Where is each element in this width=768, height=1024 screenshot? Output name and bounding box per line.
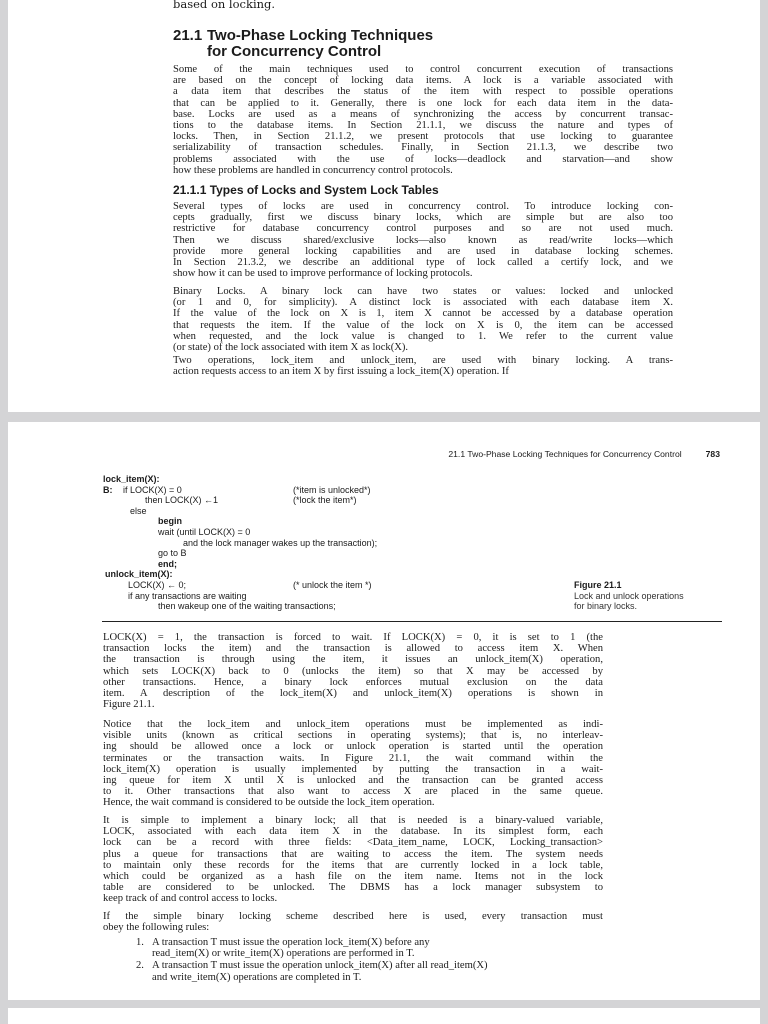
code-line: then wakeup one of the waiting transactions;: [158, 601, 336, 612]
code-line: else: [130, 505, 147, 516]
text-line: action requests access to an item X by first issuing a lock_item(X) operation. If: [173, 366, 509, 378]
rules-intro-paragraph: [103, 911, 603, 933]
text-line: A transaction T must issue the operation unlock_item(X) after all read_item(X): [152, 960, 488, 972]
text-line: LOCK, associated with each data item X in the database. In its simplest form, each: [103, 826, 603, 838]
intro-paragraph: [173, 64, 673, 176]
running-header-title: 21.1 Two-Phase Locking Techniques for Concurrency Control: [448, 449, 682, 459]
code-line: and the lock manager wakes up the transaction);: [183, 537, 378, 548]
code-comment: (*lock the item*): [293, 495, 357, 506]
text-line: tions to the database items. In Section 21.1.1, we discuss the nature and types of: [173, 120, 673, 132]
text-line: Hence, the wait command is considered to be outside the lock_item operation.: [103, 797, 435, 809]
text-line: It is simple to implement a binary lock; all that is needed is a binary-valued variable,: [103, 815, 603, 826]
text-line: lock can be a record with three fields: <Data_item_name, LOCK, Locking_transaction>: [103, 837, 603, 849]
rules-list: [128, 937, 598, 984]
section-number: 21.1: [173, 27, 203, 44]
subsection-heading: 21.1.1 Types of Locks and System Lock Tables: [173, 183, 439, 197]
text-line: to maintain only these records for the items that are currently locked in a lock table,: [103, 859, 603, 871]
page-number: 783: [705, 449, 720, 459]
text-line: Notice that the lock_item and unlock_item operations must be implemented as indi-: [103, 719, 603, 730]
book-page-lower: [8, 422, 760, 1000]
text-line: Some of the main techniques used to control concurrent execution of transactions: [173, 64, 673, 75]
lock-algorithm-code: [103, 474, 378, 612]
text-line: visible units (known as critical sections in operating systems); that is, no interleav-: [103, 730, 603, 742]
code-line: lock_item(X):: [103, 474, 160, 484]
text-line: other transactions. Hence, a binary lock enforces mutual exclusion on the data: [103, 676, 603, 688]
book-page-upper: [8, 0, 760, 412]
code-line: wait (until LOCK(X) = 0: [158, 526, 251, 537]
code-line: unlock_item(X):: [105, 569, 173, 580]
text-line: and write_item(X) operations are completed in T.: [152, 971, 362, 983]
text-line: a data item that describes the status of the item with respect to possible operations: [173, 86, 673, 98]
text-line: when requested, and the lock value is changed to 1. We refer to the current value: [173, 330, 673, 342]
text-line: ing should be allowed once a lock or unlock operation is started until the operation: [103, 741, 603, 753]
text-line: obey the following rules:: [103, 922, 210, 934]
figure-caption: [574, 580, 684, 612]
text-line: If the value of the lock on X is 1, item X cannot be accessed by a database operation: [173, 308, 673, 320]
text-line: plus a queue for transactions that are waiting to access the item. The system needs: [103, 848, 603, 860]
list-item: [128, 937, 598, 959]
text-line: base. Locks are used as a means of synchronizing the access by concurrent transac-: [173, 108, 673, 120]
previous-text-line: based on locking.: [173, 0, 276, 11]
text-line: which sets LOCK(X) back to 0 (unlocks the item) so that X may be accessed by: [103, 665, 603, 677]
text-line: Several types of locks are used in concurrency control. To introduce locking con-: [173, 201, 673, 212]
lock-table-paragraph: [103, 815, 603, 905]
binary-locks-paragraph: [173, 286, 673, 353]
text-line: are based on the concept of locking data items. A lock is a variable associated with: [173, 75, 673, 87]
text-line: that can be applied to it. Generally, there is one lock for each data item in the data-: [173, 97, 673, 109]
text-line: In Section 21.3.2, we describe an additional type of lock called a certify lock, and we: [173, 257, 673, 269]
text-line: serializability of transaction schedules. Finally, in Section 21.1.3, we describe two: [173, 142, 673, 154]
text-line: ing queue for item X until X is unlocked and the transaction can be granted access: [103, 775, 603, 787]
text-line: item. A description of the lock_item(X) and unlock_item(X) operations is shown in: [103, 688, 603, 700]
text-line: lock_item(X) operation is usually implemented by putting the transaction in a wait-: [103, 763, 603, 775]
text-line: locks. Then, in Section 21.1.2, we present protocols that use locking to guarantee: [173, 131, 673, 143]
lock-explanation-paragraph: [103, 632, 603, 710]
text-line: which could be organized as a hash file on the item name. Items not in the lock: [103, 871, 603, 883]
text-line: read_item(X) or write_item(X) operations are performed in T.: [152, 948, 415, 960]
list-number: 2.: [136, 960, 144, 972]
text-line: to it. Other transactions that also want to access X are placed in the same queue.: [103, 786, 603, 798]
code-line: if LOCK(X) = 0: [123, 484, 182, 495]
book-page-next: [8, 1008, 760, 1024]
code-line: if any transactions are waiting: [128, 590, 247, 601]
code-line: go to B: [158, 548, 187, 559]
code-label: B:: [103, 484, 113, 495]
text-line: provide more general locking capabilities and are used in database locking schemes.: [173, 245, 673, 257]
code-line: then LOCK(X) ←1: [145, 495, 219, 506]
text-line: Binary Locks. A binary lock can have two states or values: locked and unlocked: [173, 286, 673, 297]
section-title-line1: Two-Phase Locking Techniques: [207, 27, 434, 44]
figure-caption-line: for binary locks.: [574, 601, 638, 611]
code-line: LOCK(X) ← 0;: [128, 579, 187, 590]
text-line: Two operations, lock_item and unlock_item, are used with binary locking. A trans-: [173, 355, 673, 366]
list-number: 1.: [136, 937, 144, 948]
code-line: end;: [158, 558, 177, 569]
text-line: If the simple binary locking scheme described here is used, every transaction must: [103, 911, 603, 922]
text-line: table are considered to be unlocked. The DBMS has a lock manager subsystem to: [103, 882, 603, 894]
operations-paragraph: [173, 355, 673, 377]
section-title-line2: for Concurrency Control: [207, 43, 382, 60]
text-line: problems associated with the use of locks—deadlock and starvation—and show: [173, 153, 673, 165]
figure-label: Figure 21.1: [574, 580, 622, 590]
figure-divider: [102, 621, 722, 622]
text-line: A transaction T must issue the operation lock_item(X) before any: [152, 937, 430, 948]
code-line: begin: [158, 516, 182, 527]
text-line: show how it can be used to improve performance of locking protocols.: [173, 268, 473, 280]
text-line: (or 1 and 0, for simplicity). A distinct lock is associated with each database item X.: [173, 297, 673, 309]
text-line: transaction locks the item) and the transaction is allowed to access item X. When: [103, 643, 603, 655]
text-line: (or state) of the lock associated with item X as lock(X).: [173, 342, 409, 354]
text-line: the transaction is through using the item, it issues an unlock_item(X) operation,: [103, 654, 603, 666]
section-heading: [173, 28, 433, 60]
list-item: [128, 960, 598, 982]
text-line: LOCK(X) = 1, the transaction is forced to wait. If LOCK(X) = 0, it is set to 1 (the: [103, 632, 603, 643]
text-line: that requests the item. If the value of the lock on X is 0, the item can be accessed: [173, 319, 673, 331]
text-line: how these problems are handled in concurrency control protocols.: [173, 164, 453, 176]
text-line: cepts gradually, first we discuss binary locks, which are simple but are also too: [173, 212, 673, 224]
code-comment: (* unlock the item *): [293, 579, 372, 590]
running-header: [448, 449, 720, 459]
text-line: keep track of and control access to locks.: [103, 893, 278, 905]
text-line: Then we discuss shared/exclusive locks—also known as read/write locks—which: [173, 234, 673, 246]
code-comment: (*item is unlocked*): [293, 484, 371, 495]
lock-types-paragraph: [173, 201, 673, 279]
text-line: Figure 21.1.: [103, 699, 155, 711]
text-line: terminates or the transaction waits. In Figure 21.1, the wait command within the: [103, 752, 603, 764]
text-line: restrictive for database concurrency control purposes and so are not used much.: [173, 223, 673, 235]
figure-caption-line: Lock and unlock operations: [574, 590, 684, 601]
critical-sections-paragraph: [103, 719, 603, 809]
